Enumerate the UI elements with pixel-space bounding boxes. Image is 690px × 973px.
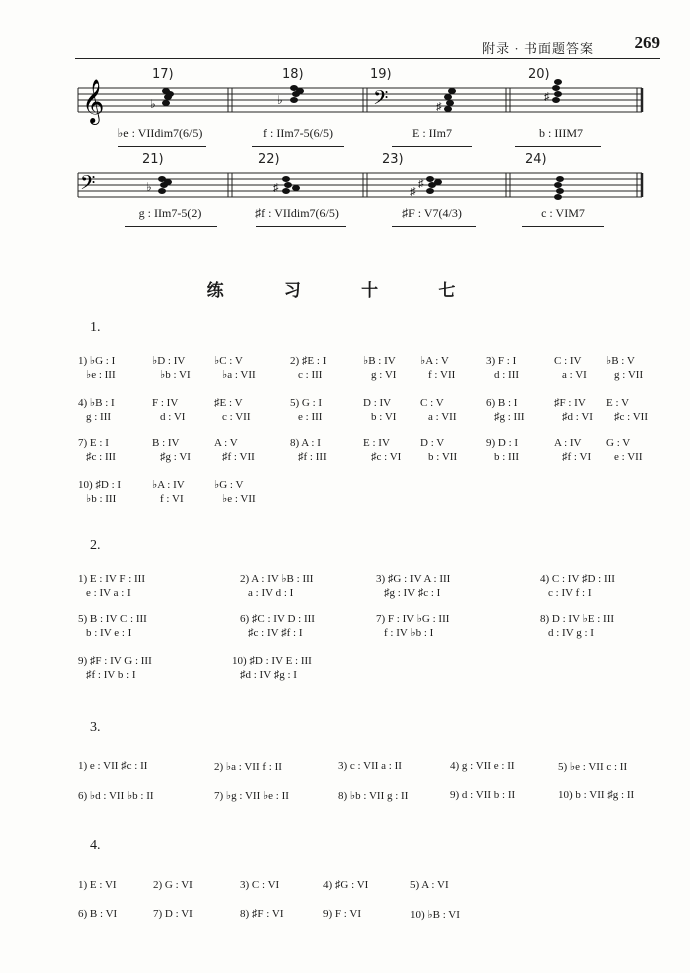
answer-cell: 6) ♯C : IV D : III ♯c : IV ♯f : I [240, 613, 315, 639]
answer-cell: 1) ♭G : I ♭e : III [78, 355, 116, 381]
label-underline [252, 146, 344, 147]
answer-item: 6) ♭d : VII ♭b : II [78, 790, 154, 802]
answer-item: 9) F : VI [323, 908, 361, 920]
svg-text:♭: ♭ [146, 180, 152, 194]
label-underline [256, 226, 346, 227]
answer-cell: C : V a : VII [420, 397, 457, 423]
answer-item: 5) A : VI [410, 879, 449, 891]
svg-text:♯: ♯ [418, 178, 424, 190]
header-rule [75, 58, 660, 59]
answer-item: 3) C : VI [240, 879, 280, 891]
answer-item: 8) ♯F : VI [240, 908, 284, 920]
chord-label-24: c : VIM7 [541, 206, 585, 220]
svg-text:♯: ♯ [544, 91, 550, 103]
label-underline [392, 226, 476, 227]
answer-cell: ♭G : V ♭e : VII [214, 479, 256, 505]
answer-cell: C : IV a : VI [554, 355, 587, 381]
answer-cell: 10) ♯D : I ♭b : III [78, 479, 122, 505]
answer-cell: 3) F : I d : III [486, 355, 520, 381]
section-4-number: 4. [90, 838, 101, 853]
answer-cell: ♯E : V c : VII [214, 397, 251, 423]
svg-text:♭: ♭ [277, 93, 283, 107]
section-2-number: 2. [90, 538, 101, 553]
chord-label-23: ♯F : V7(4/3) [402, 206, 462, 220]
answer-item: 1) E : VI [78, 879, 117, 891]
answer-cell: A : V ♯f : VII [214, 437, 255, 463]
answer-cell: ♭B : IV g : VI [363, 355, 397, 381]
answer-item: 4) g : VII e : II [450, 760, 515, 772]
section-1-number: 1. [90, 320, 101, 335]
chord-number-19: 19) [370, 67, 392, 82]
chord-label-22: ♯f : VIIdim7(6/5) [255, 206, 339, 220]
answer-item: 6) B : VI [78, 908, 118, 920]
label-underline [125, 226, 217, 227]
answer-cell: 5) B : IV C : III b : IV e : I [78, 613, 147, 639]
answer-cell: ♭D : IV ♭b : VI [152, 355, 191, 381]
answer-cell: 6) B : I ♯g : III [486, 397, 525, 423]
answer-cell: A : IV ♯f : VI [554, 437, 592, 463]
bass-clef-icon: 𝄢 [373, 88, 389, 114]
chord-label-17: ♭e : VIIdim7(6/5) [117, 126, 203, 140]
answer-item: 5) ♭e : VII c : II [558, 761, 628, 773]
chord-number-24: 24) [525, 152, 547, 167]
answer-item: 8) ♭b : VII g : II [338, 790, 409, 802]
answer-cell: 7) E : I ♯c : III [78, 437, 116, 463]
chord-label-19: E : IIm7 [412, 126, 452, 140]
svg-text:♯: ♯ [410, 186, 416, 198]
label-underline [522, 226, 604, 227]
svg-text:♭: ♭ [150, 97, 156, 111]
chord-label-21: g : IIm7-5(2) [138, 206, 202, 220]
answer-item: 9) d : VII b : II [450, 789, 516, 801]
answer-cell: D : V b : VII [420, 437, 458, 463]
answer-item: 7) ♭g : VII ♭e : II [214, 790, 289, 802]
answer-cell: ♭A : V f : VII [420, 355, 456, 381]
chord-number-20: 20) [528, 67, 550, 82]
answer-cell: 8) A : I ♯f : III [290, 437, 327, 463]
answer-item: 10) b : VII ♯g : II [558, 789, 635, 801]
svg-text:♯: ♯ [436, 101, 442, 113]
chord-number-22: 22) [258, 152, 280, 167]
answer-cell: 5) G : I e : III [290, 397, 323, 423]
answer-item: 2) ♭a : VII f : II [214, 761, 282, 773]
answer-cell: 2) ♯E : I c : III [290, 355, 327, 381]
answer-cell: 9) D : I b : III [486, 437, 520, 463]
chord-notes [150, 79, 562, 113]
section-3-number: 3. [90, 720, 101, 735]
answer-cell: 1) E : IV F : III e : IV a : I [78, 573, 146, 599]
answer-cell: 9) ♯F : IV G : III ♯f : IV b : I [78, 655, 152, 681]
answer-cell: ♭C : V ♭a : VII [214, 355, 256, 381]
answer-cell: E : V ♯c : VII [606, 397, 649, 423]
answer-item: 10) ♭B : VI [410, 909, 460, 921]
chord-label-18: f : IIm7-5(6/5) [263, 126, 333, 140]
chord-number-17: 17) [152, 67, 174, 82]
answer-cell: ♭A : IV f : VI [152, 479, 185, 505]
answer-item: 4) ♯G : VI [323, 879, 369, 891]
bass-clef-icon: 𝄢 [80, 173, 96, 199]
label-underline [515, 146, 601, 147]
header-title: 附录 · 书面题答案 [482, 41, 594, 56]
answer-cell: 7) F : IV ♭G : III f : IV ♭b : I [376, 613, 450, 639]
page-number: 269 [634, 33, 660, 52]
answer-cell: 8) D : IV ♭E : III d : IV g : I [540, 613, 615, 639]
answer-cell: 4) ♭B : I g : III [78, 397, 115, 423]
chord-notes [146, 176, 564, 200]
section-title: 练 习 十 七 [206, 281, 484, 300]
answer-cell: ♭B : V g : VII [606, 355, 644, 381]
answer-cell: E : IV ♯c : VI [363, 437, 402, 463]
answer-cell: ♯F : IV ♯d : VI [554, 397, 593, 423]
chord-number-18: 18) [282, 67, 304, 82]
chord-number-21: 21) [142, 152, 164, 167]
answer-item: 7) D : VI [153, 908, 193, 920]
page-header [0, 0, 690, 62]
chord-label-20: b : IIIM7 [539, 126, 583, 140]
answer-item: 2) G : VI [153, 879, 193, 891]
answer-cell: 3) ♯G : IV A : III ♯g : IV ♯c : I [376, 573, 451, 599]
treble-clef-icon: 𝄞 [82, 81, 105, 123]
svg-text:♯: ♯ [273, 182, 279, 194]
label-underline [118, 146, 206, 147]
answer-cell: F : IV d : VI [152, 397, 186, 423]
answer-item: 1) e : VII ♯c : II [78, 760, 148, 772]
chord-number-23: 23) [382, 152, 404, 167]
label-underline [392, 146, 472, 147]
answer-cell: D : IV b : VI [363, 397, 397, 423]
answer-cell: G : V e : VII [606, 437, 643, 463]
answer-cell: 2) A : IV ♭B : III a : IV d : I [240, 573, 314, 599]
answer-cell: B : IV ♯g : VI [152, 437, 191, 463]
answer-item: 3) c : VII a : II [338, 760, 402, 772]
answer-cell: 4) C : IV ♯D : III c : IV f : I [540, 573, 615, 599]
answer-cell: 10) ♯D : IV E : III ♯d : IV ♯g : I [232, 655, 312, 681]
